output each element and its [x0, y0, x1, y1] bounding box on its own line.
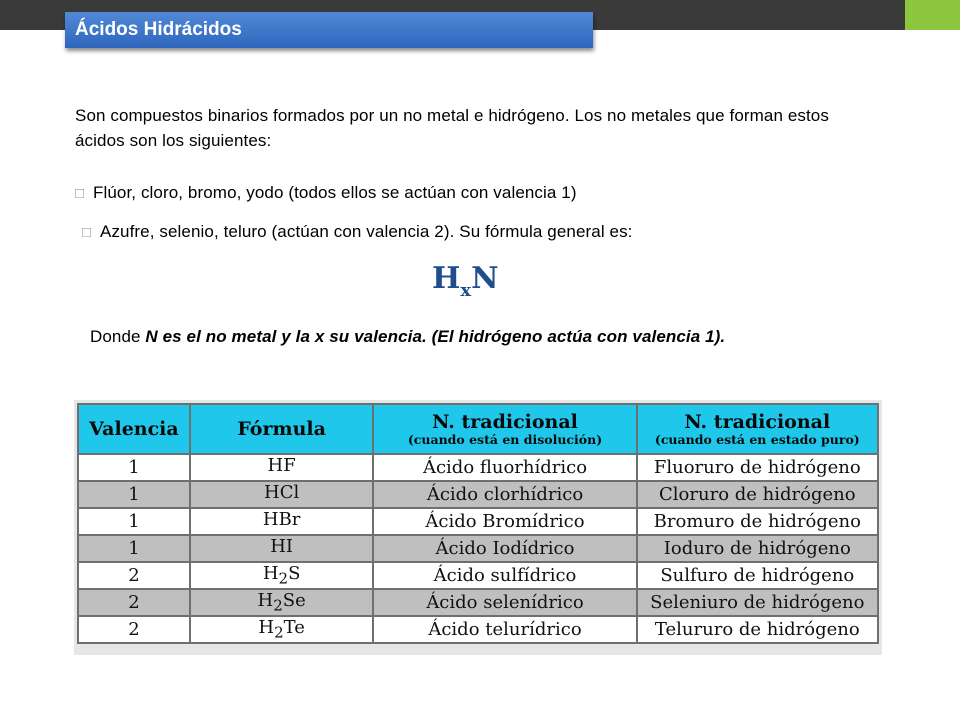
- cell-formula: HF: [190, 454, 374, 481]
- slide-title: Ácidos Hidrácidos: [65, 12, 593, 48]
- cell-valencia: 1: [78, 454, 190, 481]
- cell-puro: Cloruro de hidrógeno: [637, 481, 878, 508]
- cell-disolucion: Ácido selenídrico: [373, 589, 636, 616]
- table-row: [78, 589, 878, 616]
- bullet-item-2: [82, 219, 633, 245]
- intro-paragraph: Son compuestos binarios formados por un no metal e hidrógeno. Los no metales que forman estos ácidos son los siguientes:: [75, 106, 829, 150]
- cell-valencia: 2: [78, 562, 190, 589]
- table-row: [78, 508, 878, 535]
- formula-subscript: x: [460, 280, 472, 301]
- cell-puro: Ioduro de hidrógeno: [637, 535, 878, 562]
- table-row: [78, 616, 878, 643]
- cell-valencia: 1: [78, 508, 190, 535]
- bullet-item-1: [75, 180, 577, 206]
- general-formula: [432, 261, 499, 301]
- explanation-emphasis: N es el no metal y la x su valencia. (El hidrógeno actúa con valencia 1).: [145, 327, 726, 346]
- explanation-paragraph: [90, 324, 790, 350]
- bullet-icon: □: [82, 224, 92, 241]
- bullet-icon: □: [75, 185, 85, 202]
- header-trad-puro: N. tradicional (cuando está en estado puro): [637, 404, 878, 454]
- acid-table: [77, 403, 879, 644]
- cell-valencia: 2: [78, 616, 190, 643]
- table-row: [78, 562, 878, 589]
- cell-puro: Seleniuro de hidrógeno: [637, 589, 878, 616]
- explanation-prefix: Donde: [90, 327, 146, 346]
- cell-puro: Fluoruro de hidrógeno: [637, 454, 878, 481]
- bullet-text-1: Flúor, cloro, bromo, yodo (todos ellos se actúan con valencia 1): [93, 183, 577, 202]
- cell-formula: $H_2S$: [190, 562, 374, 589]
- cell-puro: Sulfuro de hidrógeno: [637, 562, 878, 589]
- cell-puro: Telururo de hidrógeno: [637, 616, 878, 643]
- bullet-text-2: Azufre, selenio, teluro (actúan con valencia 2). Su fórmula general es:: [100, 222, 633, 241]
- header-formula: Fórmula: [190, 404, 374, 454]
- cell-puro: Bromuro de hidrógeno: [637, 508, 878, 535]
- table-row: [78, 535, 878, 562]
- acid-table-frame: [74, 400, 882, 655]
- table-row: [78, 454, 878, 481]
- cell-valencia: 1: [78, 535, 190, 562]
- cell-disolucion: Ácido Iodídrico: [373, 535, 636, 562]
- cell-disolucion: Ácido Bromídrico: [373, 508, 636, 535]
- cell-formula: HBr: [190, 508, 374, 535]
- cell-valencia: 2: [78, 589, 190, 616]
- top-accent-block: [905, 0, 960, 30]
- header-valencia: Valencia: [78, 404, 190, 454]
- cell-formula: HCl: [190, 481, 374, 508]
- table-header-row: [78, 404, 878, 454]
- cell-disolucion: Ácido fluorhídrico: [373, 454, 636, 481]
- cell-disolucion: Ácido sulfídrico: [373, 562, 636, 589]
- table-row: [78, 481, 878, 508]
- cell-formula: $H_2Te$: [190, 616, 374, 643]
- cell-disolucion: Ácido telurídrico: [373, 616, 636, 643]
- formula-tail: N: [471, 261, 499, 296]
- cell-disolucion: Ácido clorhídrico: [373, 481, 636, 508]
- cell-formula: HI: [190, 535, 374, 562]
- header-trad-disolucion: N. tradicional (cuando está en disolución): [373, 404, 636, 454]
- formula-base: H: [432, 261, 461, 296]
- cell-formula: $H_2Se$: [190, 589, 374, 616]
- cell-valencia: 1: [78, 481, 190, 508]
